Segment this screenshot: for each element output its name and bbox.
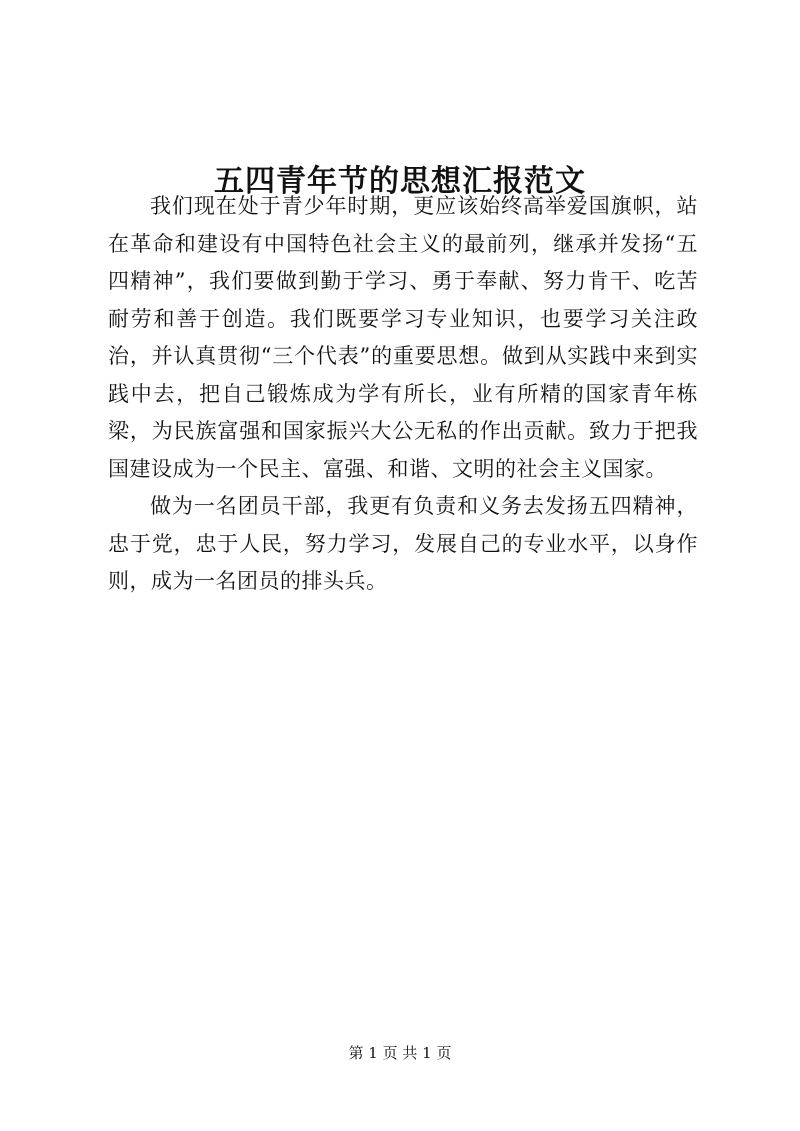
document-title: 五四青年节的思想汇报范文: [214, 164, 586, 200]
paragraph-2: 做为一名团员干部，我更有负责和义务去发扬五四精神，忠于党，忠于人民，努力学习，发展自己的专业水平，以身作则，成为一名团员的排头兵。: [108, 494, 698, 593]
document-body: [108, 188, 698, 601]
paragraph-1: 我们现在处于青少年时期，更应该始终高举爱国旗帜，站在革命和建设有中国特色社会主义的最前列，继承并发扬“五四精神”，我们要做到勤于学习、勇于奉献、努力肯干、吃苦耐劳和善于创造。我们既要学习专业知识，也要学习关注政治，并认真贯彻“三个代表”的重要思想。做到从实践中来到实践中去，把自己锻炼成为学有所长，业有所精的国家青年栋梁，为民族富强和国家振兴大公无私的作出贡献。致力于把我国建设成为一个民主、富强、和谐、文明的社会主义国家。: [108, 194, 698, 481]
page-footer: 第 1 页 共 1 页: [348, 1044, 452, 1062]
